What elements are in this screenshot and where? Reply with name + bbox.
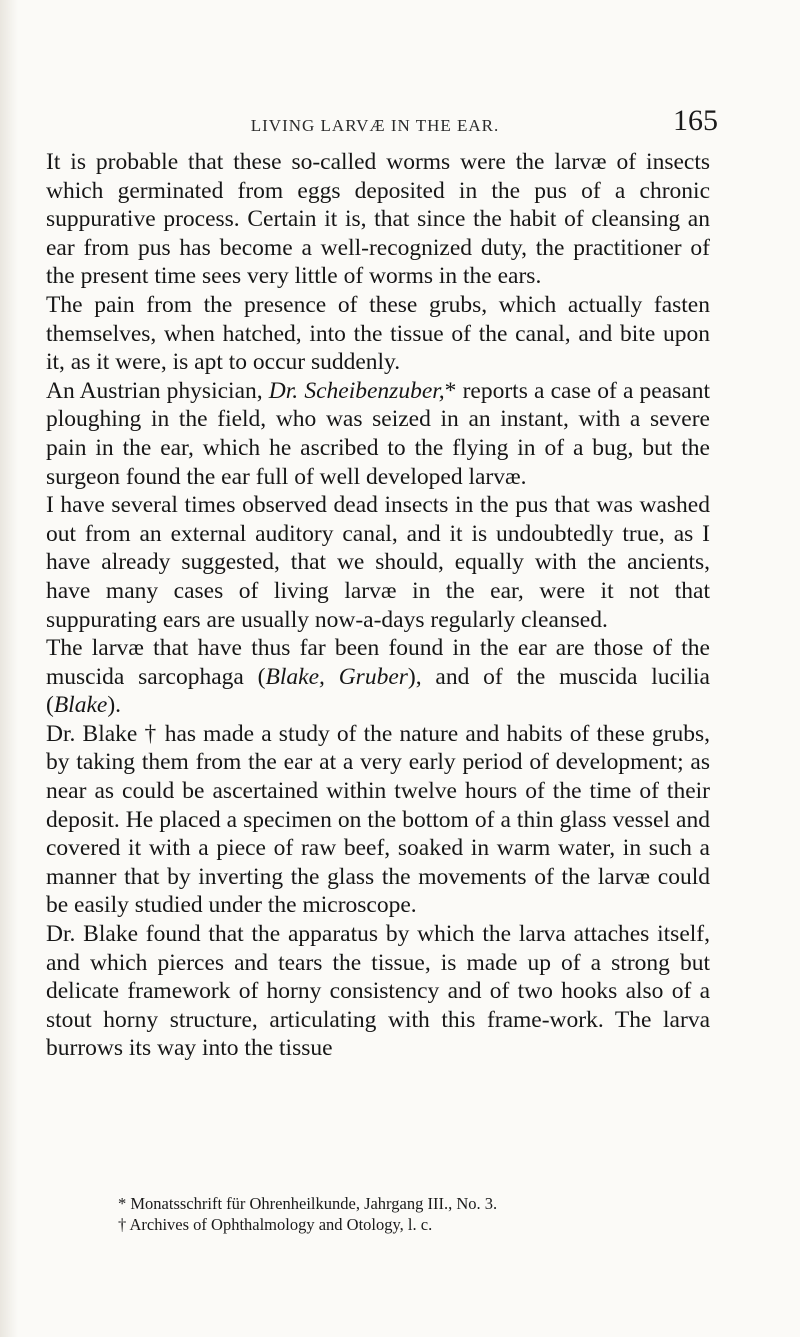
paragraph [46, 920, 710, 1063]
running-head: LIVING LARVÆ IN THE EAR. [250, 116, 500, 135]
paragraph [46, 720, 710, 920]
text-run: The pain from the presence of these grubs, which actually fasten themselves, when hatched, into the tissue of the canal, and bite upon it, as it were, is apt to occur suddenly. [46, 291, 710, 376]
paragraph [46, 291, 710, 377]
text-run: ), and of the muscida lucilia ( [46, 663, 710, 719]
paragraph [46, 491, 710, 634]
page-header [40, 100, 718, 140]
footnotes [118, 1193, 718, 1235]
text-run: Dr. Blake † has made a study of the nature and habits of these grubs, by taking them from the ear at a very early period of development; as near as could be ascertained within twelve hours of the time of their deposit. He placed a specimen on the bottom of a thin glass vessel and covered it with a piece of raw beef, soaked in warm water, in such a manner that by inverting the glass the movements of the larvæ could be easily studied under the microscope. [46, 720, 710, 919]
text-run: It is probable that these so-called worms were the larvæ of insects which germinated from eggs deposited in the pus of a chronic suppurative process. Certain it is, that since the habit of cleansing an ear from pus has become a well-recognized duty, the practitioner of the present time sees very little of worms in the ears. [46, 149, 710, 290]
text-run: I have several times observed dead insects in the pus that was washed out from an external auditory canal, and it is undoubtedly true, as I have already suggested, that we should, equally with the ancients, have many cases of living larvæ in the ear, were it not that suppurating ears are usually now-a-days regularly cleansed. [46, 492, 710, 633]
body-text [46, 148, 710, 1063]
italic-text: Blake, Gruber [265, 663, 408, 690]
paragraph [46, 148, 710, 291]
spine-shadow [0, 0, 18, 1337]
paragraph [46, 634, 710, 720]
paragraph [46, 377, 710, 491]
text-run: The larvæ that have thus far been found in the ear are those of the muscida sarcophaga ( [46, 635, 710, 690]
page-number: 165 [673, 104, 718, 137]
footnote: † Archives of Ophthalmology and Otology, l. c. [118, 1215, 433, 1234]
footnote: * Monatsschrift für Ohrenheilkunde, Jahrgang III., No. 3. [118, 1194, 498, 1213]
text-run: ). [107, 692, 122, 719]
italic-text: Dr. Scheibenzuber, [268, 377, 445, 404]
text-run: * reports a case of a peasant ploughing in the field, who was seized in an instant, with a severe pain in the ear, which he ascribed to the flying in of a bug, but the surgeon found the ear full of well developed larvæ. [46, 377, 711, 490]
text-run: An Austrian physician, [46, 377, 269, 404]
italic-text: Blake [53, 692, 108, 719]
text-run: Dr. Blake found that the apparatus by which the larva attaches itself, and which pierces and tears the tissue, is made up of a strong but delicate framework of horny consistency and of two hooks also of a stout horny structure, articulating with this frame-work. The larva burrows its way into the tissue [46, 921, 710, 1062]
